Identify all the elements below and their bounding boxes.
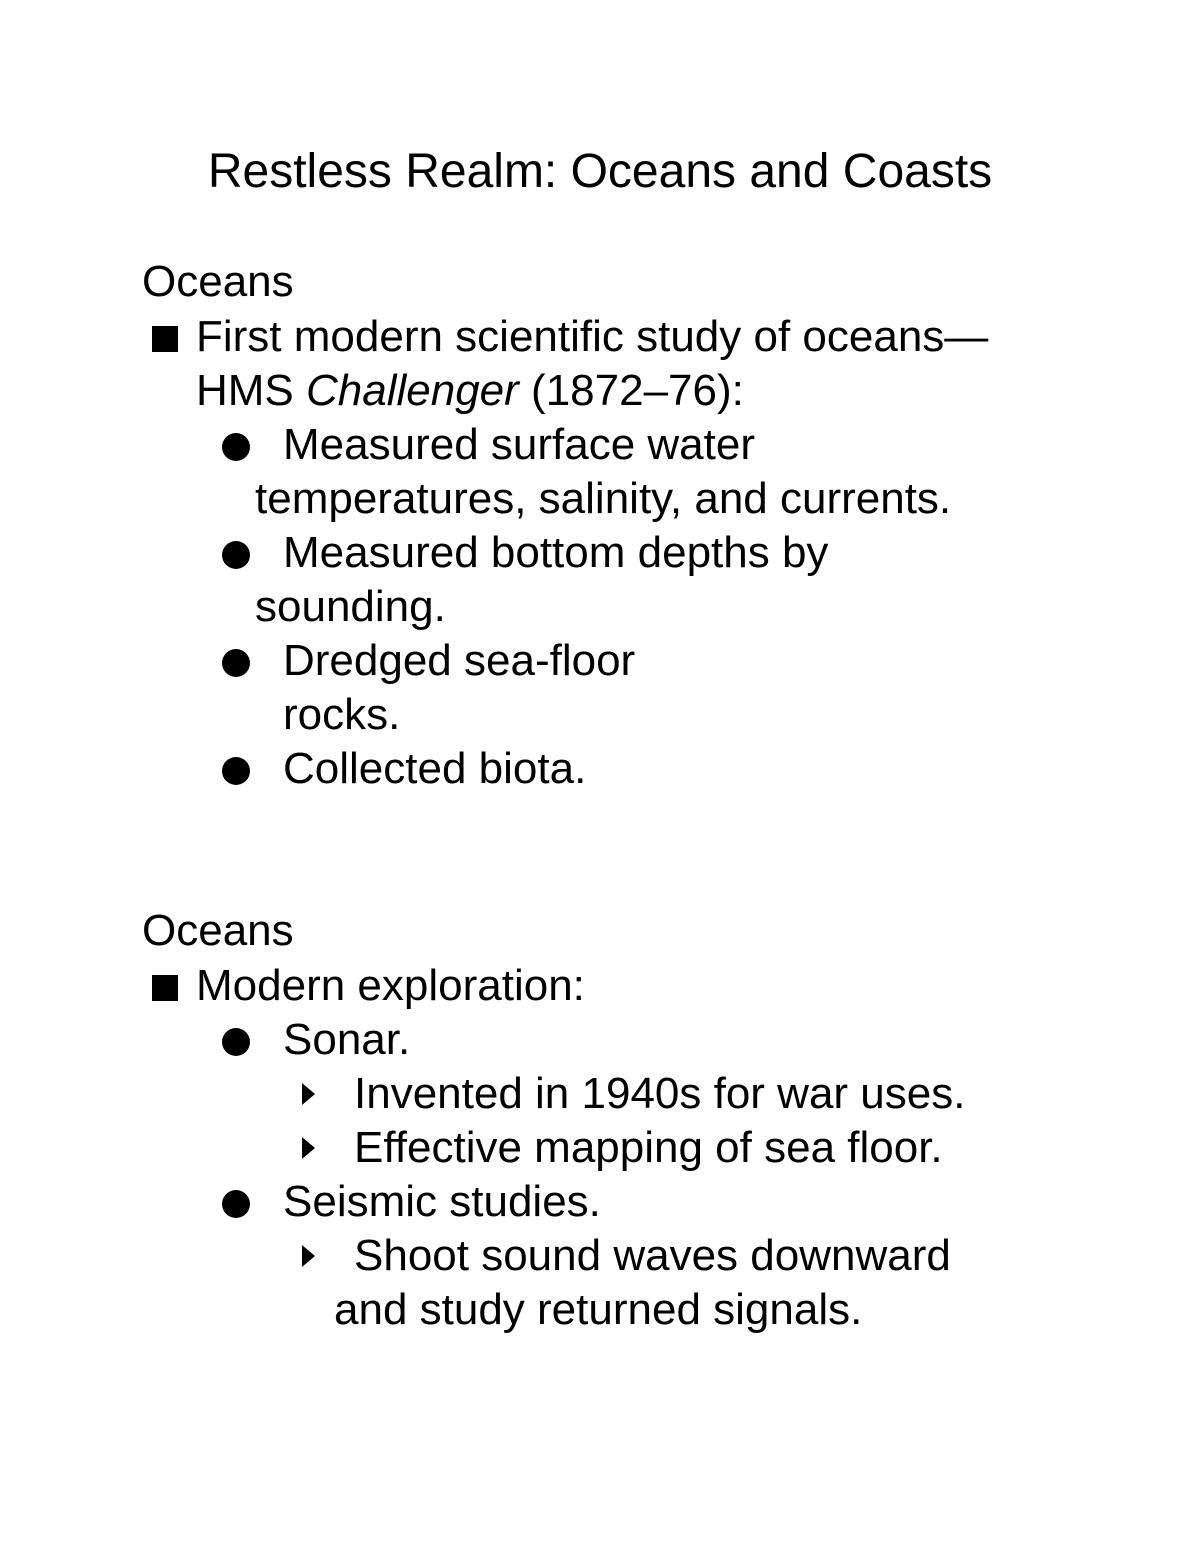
ship-prefix: HMS — [196, 366, 306, 415]
triangle-bullet-icon — [302, 1083, 315, 1105]
sub-bullet-text: Dredged sea-floor — [283, 636, 636, 685]
third-level-text: Effective mapping of sea floor. — [354, 1123, 943, 1172]
square-bullet-icon — [152, 975, 178, 1001]
third-level-text: Shoot sound waves downward — [354, 1231, 951, 1280]
third-level-text: Invented in 1940s for war uses. — [354, 1069, 966, 1118]
third-level-text-continued: and study returned signals. — [334, 1285, 863, 1334]
ship-dates: (1872–76): — [518, 366, 744, 415]
round-bullet-icon — [222, 1190, 250, 1218]
sub-bullet-text-continued: temperatures, salinity, and currents. — [255, 474, 952, 523]
main-bullet-text: Modern exploration: — [196, 961, 585, 1010]
section-heading: Oceans — [142, 257, 294, 306]
sub-bullet-text: Sonar. — [283, 1015, 411, 1064]
sub-bullet-text-continued: rocks. — [283, 690, 401, 739]
triangle-bullet-icon — [302, 1137, 315, 1159]
sub-bullet-text: Measured surface water — [283, 420, 755, 469]
round-bullet-icon — [222, 757, 250, 785]
ship-name: Challenger — [306, 366, 519, 415]
square-bullet-icon — [152, 326, 178, 352]
section-heading: Oceans — [142, 906, 294, 955]
round-bullet-icon — [222, 1028, 250, 1056]
main-bullet-text-continued — [196, 364, 744, 418]
sub-bullet-text-continued: sounding. — [255, 582, 446, 631]
round-bullet-icon — [222, 433, 250, 461]
triangle-bullet-icon — [302, 1245, 315, 1267]
sub-bullet-text: Seismic studies. — [283, 1177, 601, 1226]
sub-bullet-text: Collected biota. — [283, 744, 587, 793]
sub-bullet-text: Measured bottom depths by — [283, 528, 829, 577]
round-bullet-icon — [222, 649, 250, 677]
round-bullet-icon — [222, 541, 250, 569]
main-bullet-text: First modern scientific study of oceans— — [196, 312, 989, 361]
page-title: Restless Realm: Oceans and Coasts — [207, 145, 993, 198]
